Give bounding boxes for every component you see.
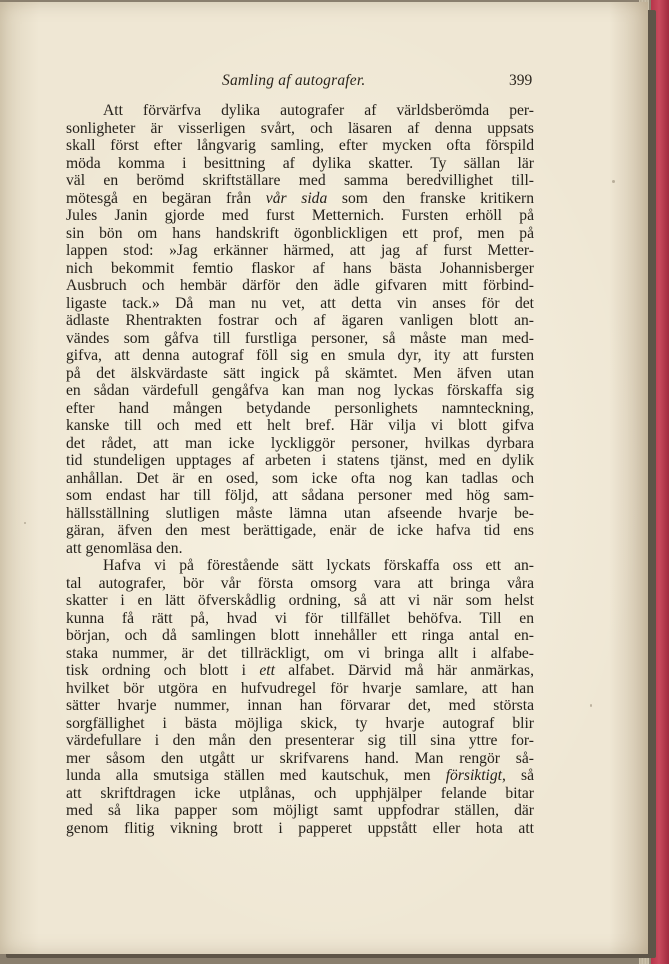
text-line: nich bekommit femtio flaskor af hans bästa Johannisberger [66,259,534,277]
text-line: att genomläsa den. [66,539,183,557]
text-line: sin bön om hans handskrift ögonblickligen ett prof, men på [66,224,534,242]
body-text [66,102,534,837]
text-run: alfabet. Därvid må här anmärkas, [274,662,534,679]
text-line: sonligheter är visserligen svårt, och läsaren af denna uppsats [66,119,534,137]
text-line: början, och då samlingen blott innehåller ett ringa antal en- [66,627,534,644]
text-line: tal autografer, bör vår första omsorg vara att bringa våra [66,574,534,592]
text-line: genom flitig vikning brott i papperet uppstått eller hota att [66,819,534,837]
text-line: att skriftdragen icke utplånas, och upphjälper felande bitar [66,784,534,802]
paper-speck [590,704,592,707]
text-line: möda komma i besittning af dylika skatter. Ty sällan lär [66,154,534,172]
emphasis-text: ett [259,662,275,679]
text-line: Ausbruch och hembär därför den ädle gifvaren mitt förbind- [66,277,534,294]
text-line: tid stundeligen upptages af arbeten i statens tjänst, med en dylik [66,452,534,469]
text-line: gäran, äfven den mest berättigade, enär de icke hafva tid ens [66,522,534,539]
text-line: sätter hvarje nummer, innan han förvarar det, med största [66,697,534,714]
page-number: 399 [509,72,533,89]
text-line: mer såsom den utgått ur skrifvarens hand. Man rengör så- [66,749,534,767]
paper-speck [24,522,26,524]
running-title: Samling af autografer. [222,72,366,89]
text-line: skatter i en lätt öfverskådlig ordning, så att vi när som helst [66,592,534,609]
text-line: Att förvärfva dylika autografer af världsberömda per- [103,102,534,119]
text-line: hvilket bör utgöra en hufvudregel för hvarje samlare, att han [66,679,534,697]
text-line: på det älskvärdaste sätt ingick på skämtet. Men äfven utan [66,364,534,382]
text-line [66,190,534,208]
paper-speck [612,180,615,183]
text-line [66,662,534,680]
text-run: mötesgå en begäran från [66,189,266,207]
text-line: efter hand mången betydande personlighets namnteckning, [66,399,534,417]
book-page [0,2,648,954]
text-line: det rådet, att man icke lyckliggör personer, hvilkas dyrbara [66,434,534,452]
emphasis-text: försiktigt [445,767,503,784]
text-line: som endast har till följd, att sådana personer med hög sam- [66,487,534,504]
text-line: ligaste tack.» Då man nu vet, att detta vin anses för det [66,294,534,312]
text-line: staka nummer, är det tillräckligt, om vi bringa allt i alfabe- [66,644,534,662]
text-run: lunda alla smutsiga ställen med kautschuk, men [66,767,446,784]
text-line: vändes som gåfva till furstliga personer, så måste man med- [66,329,534,347]
text-run: som den franske kritikern [327,189,534,207]
text-line: Hafva vi på förestående sätt lyckats förskaffa oss ett an- [103,557,534,574]
text-line: lappen stod: »Jag erkänner härmed, att jag af furst Metter- [66,242,534,259]
text-run: , så [502,767,534,784]
text-line: en sådan värdefull gengåfva kan man nog lyckas förskaffa sig [66,382,534,399]
text-line: värdefullare i den mån den presenterar sig till sina yttre for- [66,732,534,749]
text-line: kanske till och med ett helt bref. Här vilja vi blott gifva [66,417,534,434]
page-header [0,72,648,94]
text-line: hällsställning slutligen måste lämna utan afseende hvarje be- [66,504,534,522]
text-line: sorgfällighet i bästa möjliga skick, ty hvarje autograf blir [66,714,534,732]
text-run: tisk ordning och blott i [66,662,260,679]
paragraph-1 [66,102,534,120]
text-line: gifva, att denna autograf föll sig en smula dyr, ity att fursten [66,347,534,364]
text-line: Jules Janin gjorde med furst Metternich. Fursten erhöll på [66,207,534,224]
text-line: väl en berömd skriftställare med samma beredvillighet till- [66,172,534,189]
text-line: kunna få rätt på, hvad vi för tillfället behöfva. Till en [66,609,534,627]
text-line [66,767,534,785]
emphasis-text: vår sida [265,189,328,207]
text-line: anhållan. Det är en osed, som icke ofta nog kan tadlas och [66,469,534,487]
text-line: skall först efter långvarig samling, efter mycken ofta förspild [66,137,534,154]
text-line: ädlaste Rhentrakten fostrar och af ägaren vanligen blott an- [66,312,534,329]
text-line: med så lika papper som möjligt samt uppfodrar ställen, där [66,802,534,819]
